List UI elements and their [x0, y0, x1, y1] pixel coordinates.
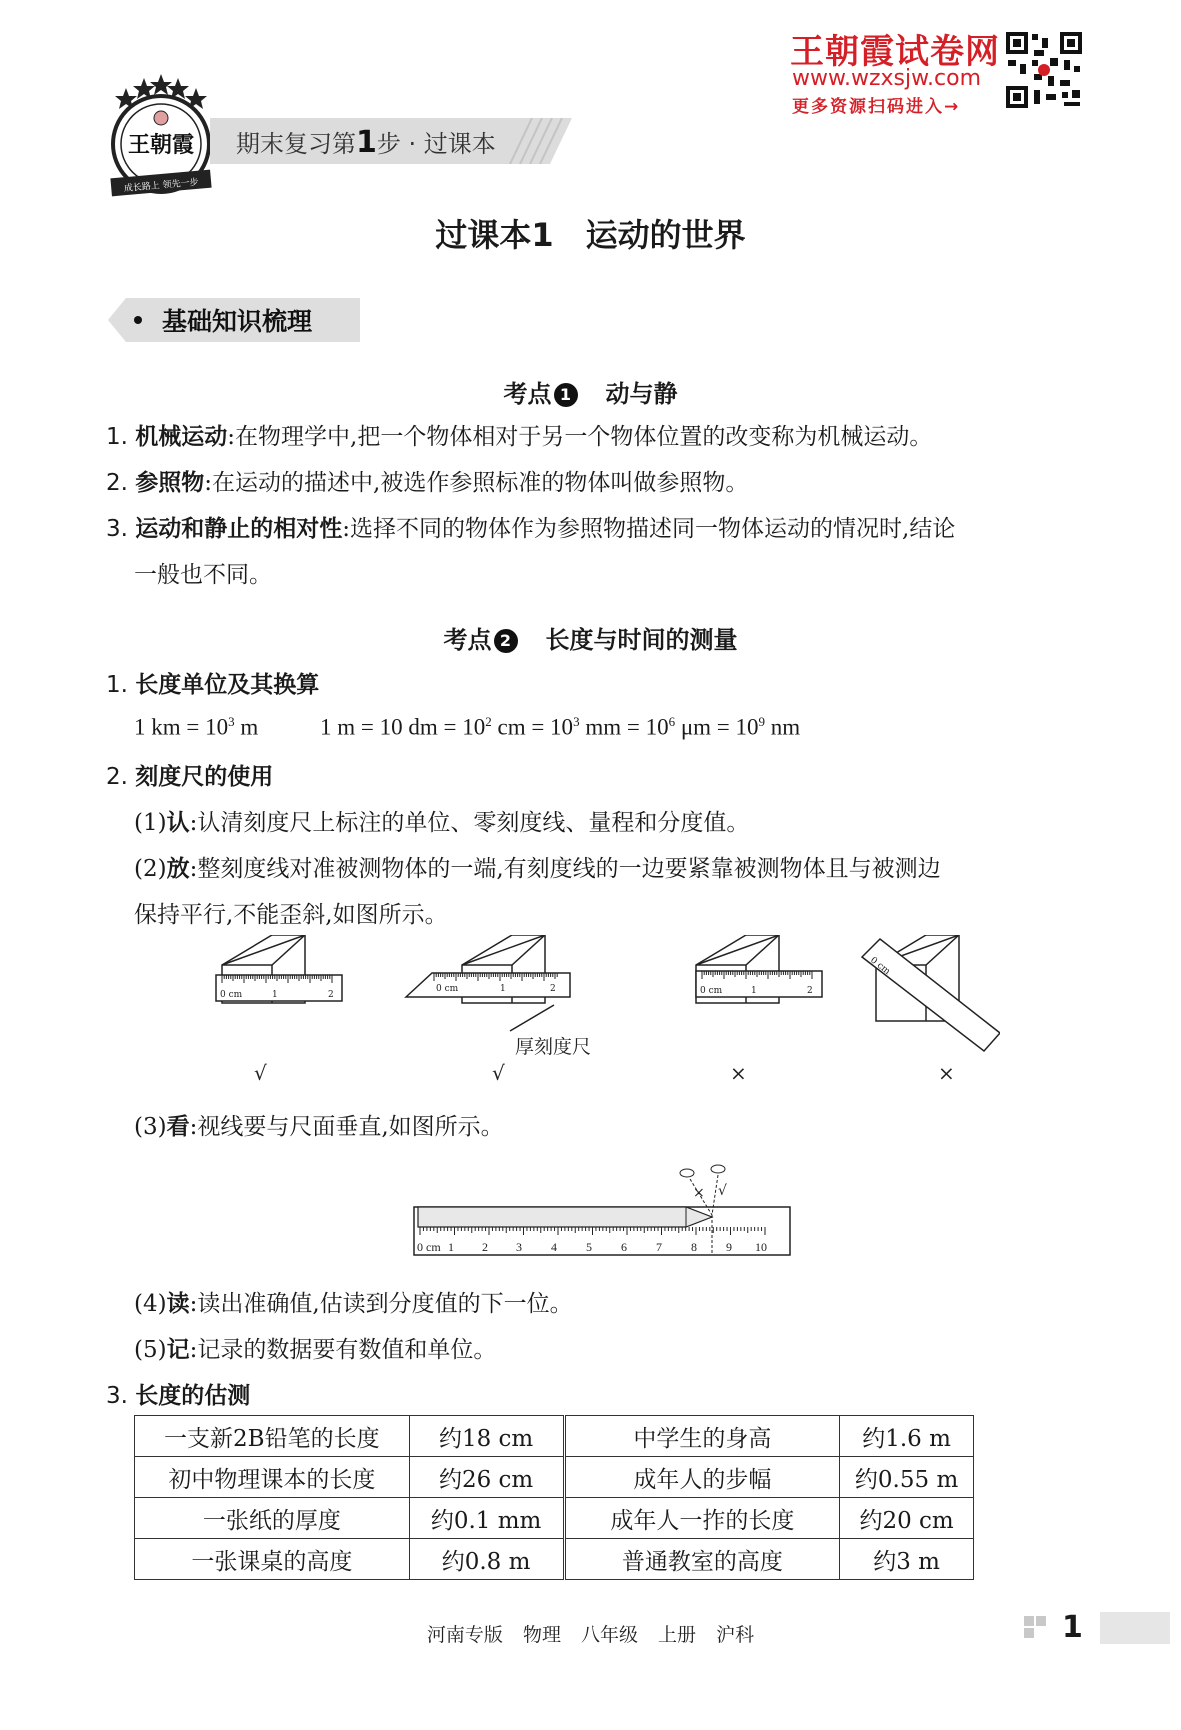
ruler-heading: 2. 刻度尺的使用: [106, 764, 274, 790]
table-cell: 成年人的步幅: [564, 1457, 840, 1498]
ruler-placement-figure: [210, 935, 1000, 1085]
ruler-step-5: (5)记:记录的数据要有数值和单位。: [134, 1337, 497, 1363]
table-cell: 一张纸的厚度: [135, 1498, 410, 1539]
brand-url[interactable]: www.wzxsjw.com: [792, 66, 982, 91]
table-cell: 约18 cm: [409, 1416, 564, 1457]
brand-logo: [106, 74, 216, 202]
kd1-item-1: 1. 机械运动:在物理学中,把一个物体相对于另一个物体位置的改变称为机械运动。: [106, 424, 933, 450]
fig1-p1-tick1: 1: [272, 990, 278, 1000]
ruler-step-2-cont: 保持平行,不能歪斜,如图所示。: [134, 902, 448, 928]
table-cell: 初中物理课本的长度: [135, 1457, 410, 1498]
fig2-scale-9: 9: [726, 1240, 732, 1254]
table-cell: 约0.55 m: [840, 1457, 974, 1498]
ruler-step-3: (3)看:视线要与尺面垂直,如图所示。: [134, 1114, 504, 1140]
table-row: [135, 1539, 974, 1580]
unit-conversion-m: 1 m = 10 dm = $10^2$ cm = $10^3$ mm = $10^6$ $\mu m = 10^9$ nm: [320, 714, 801, 740]
table-row: [135, 1416, 974, 1457]
kd1-item-3-cont: 一般也不同。: [134, 562, 272, 588]
fig1-mark-2: √: [492, 1061, 505, 1085]
estimate-heading: 3. 长度的估测: [106, 1383, 251, 1409]
page-title: 过课本1 运动的世界: [435, 216, 746, 254]
table-cell: 一支新2B铅笔的长度: [135, 1416, 410, 1457]
unit-conversion-km: 1 km = $10^3$ m: [134, 714, 259, 740]
fig2-scale-1: 1: [448, 1240, 454, 1254]
unit-heading: 1. 长度单位及其换算: [106, 672, 320, 698]
table-cell: 约26 cm: [409, 1457, 564, 1498]
fig1-mark-3: ×: [730, 1061, 747, 1085]
ruler-step-2: (2)放:整刻度线对准被测物体的一端,有刻度线的一边要紧靠被测物体且与被测边: [134, 856, 941, 882]
fig1-p2-unit: 0 cm: [436, 984, 459, 994]
qr-code-icon[interactable]: [1004, 30, 1084, 110]
fig1-p2-tick1: 1: [500, 984, 506, 994]
table-cell: 一张课桌的高度: [135, 1539, 410, 1580]
fig1-p3-tick2: 2: [807, 986, 813, 996]
ruler-step-4: (4)读:读出准确值,估读到分度值的下一位。: [134, 1291, 573, 1317]
table-cell: 约3 m: [840, 1539, 974, 1580]
thick-ruler-label: 厚刻度尺: [515, 1036, 592, 1058]
table-row: [135, 1457, 974, 1498]
kaodian-1-title: 考点 1 动与静: [503, 380, 678, 408]
kd1-item-3: 3. 运动和静止的相对性:选择不同的物体作为参照物描述同一物体运动的情况时,结论: [106, 516, 956, 542]
table-cell: 约1.6 m: [840, 1416, 974, 1457]
fig2-scale-2: 2: [482, 1240, 488, 1254]
section-label: 基础知识梳理: [162, 307, 313, 336]
fig1-p3-unit: 0 cm: [700, 986, 723, 996]
fig2-scale-0: 0 cm: [417, 1240, 441, 1254]
brand-name: 王朝霞试卷网: [790, 32, 1000, 72]
page-number: 1: [1062, 1610, 1083, 1645]
fig2-scale-3: 3: [516, 1240, 522, 1254]
line-of-sight-figure: [410, 1155, 795, 1270]
fig2-scale-5: 5: [586, 1240, 592, 1254]
fig2-scale-4: 4: [551, 1240, 557, 1254]
fig2-scale-7: 7: [656, 1240, 662, 1254]
table-cell: 约0.8 m: [409, 1539, 564, 1580]
logo-ribbon: 成长路上 领先一步: [123, 177, 199, 195]
fig1-p4-unit: 0 cm: [868, 955, 892, 978]
length-estimate-table: [134, 1415, 974, 1580]
brand-tagline: 更多资源扫码进入→: [792, 97, 961, 117]
fig1-p1-unit: 0 cm: [220, 990, 243, 1000]
footer-edition: 河南专版 物理 八年级 上册 沪科: [426, 1624, 755, 1646]
table-cell: 中学生的身高: [564, 1416, 840, 1457]
step-title: 期末复习第1步 · 过课本: [236, 125, 496, 160]
fig1-p2-tick2: 2: [550, 984, 556, 994]
fig2-scale-6: 6: [621, 1240, 627, 1254]
fig2-scale-10: 10: [755, 1240, 767, 1254]
table-row: [135, 1498, 974, 1539]
kaodian-2-title: 考点 2 长度与时间的测量: [443, 626, 738, 654]
fig1-mark-1: √: [254, 1061, 267, 1085]
fig2-right-mark: √: [718, 1183, 727, 1199]
kd1-item-2: 2. 参照物:在运动的描述中,被选作参照标准的物体叫做参照物。: [106, 470, 749, 496]
table-cell: 约20 cm: [840, 1498, 974, 1539]
logo-text: 王朝霞: [127, 132, 195, 158]
fig1-p3-tick1: 1: [751, 986, 757, 996]
ruler-step-1: (1)认:认清刻度尺上标注的单位、零刻度线、量程和分度值。: [134, 810, 750, 836]
fig2-wrong-mark: ×: [693, 1185, 705, 1201]
table-cell: 成年人一拃的长度: [564, 1498, 840, 1539]
fig1-mark-4: ×: [938, 1061, 955, 1085]
page-bar: [1100, 1612, 1170, 1644]
table-cell: 普通教室的高度: [564, 1539, 840, 1580]
fig1-p1-tick2: 2: [328, 990, 334, 1000]
fig2-scale-8: 8: [691, 1240, 697, 1254]
table-cell: 约0.1 mm: [409, 1498, 564, 1539]
